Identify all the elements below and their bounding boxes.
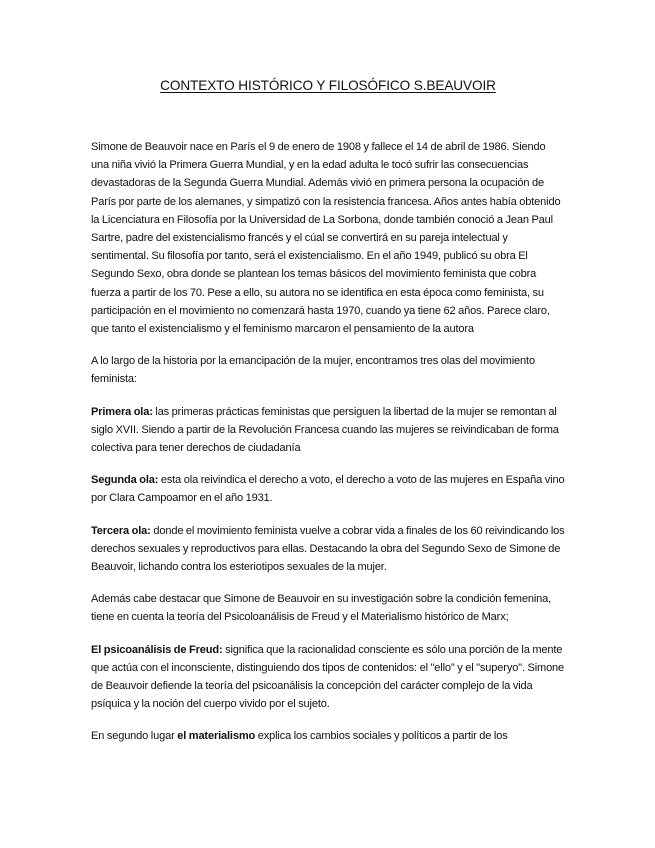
paragraph-waves-intro: A lo largo de la historia por la emancipación de la mujer, encontramos tres olas del movimiento feminista: xyxy=(91,355,535,386)
paragraph-intro: Simone de Beauvoir nace en París el 9 de enero de 1908 y fallece el 14 de abril de 1986. Siendo una niña vivió la Primera Guerra Mundial, y en la edad adulta le tocó sufrir las consecuencias devastadoras de la Segunda Guerra Mundial. Además vivió en primera persona la ocupación de París por parte de los alemanes, y simpatizó con la resistencia francesa. Años antes había obtenido la Licenciatura en Filosofía por la Universidad de La Sorbona, donde también conoció a Jean Paul Sartre, padre del existencialismo francés y el cúal se convertirá en su pareja intelectual y sentimental. Su filosofía por tanto, será el existencialismo. En el año 1949, publicó su obra El Segundo Sexo, obra donde se plantean los temas básicos del movimiento feminista que cobra fuerza a partir de los 70. Pese a ello, su autora no se identifica en esta época como feminista, su participación en el movimiento no comenzará hasta 1970, cuando ya tiene 62 años. Parece claro, que tanto el existencialismo y el feminismo marcaron el pensamiento de la autora xyxy=(91,141,561,336)
document-body xyxy=(91,138,565,746)
materialism-label: el materialismo xyxy=(177,730,256,743)
first-wave-label: Primera ola: xyxy=(91,405,153,418)
paragraph-influences: Además cabe destacar que Simone de Beauvoir en su investigación sobre la condición femenina, tiene en cuenta la teoría del Psicoloanálisis de Freud y el Materialismo histórico de Marx; xyxy=(91,593,552,624)
psychoanalysis-label: El psicoanálisis de Freud: xyxy=(91,643,223,656)
paragraph-materialism: En segundo lugar el materialismo explica los cambios sociales y políticos a partir de los xyxy=(91,730,508,743)
document-title: CONTEXTO HISTÓRICO Y FILOSÓFICO S.BEAUVOIR xyxy=(160,78,496,93)
paragraph-psychoanalysis: El psicoanálisis de Freud: significa que la racionalidad consciente es sólo una porción de la mente que actúa con el inconsciente, distinguiendo dos tipos de contenidos: el "ello" y el "superyo". Simone de Beauvoir defiende la teoría del psicoanálisis la concepción del carácter complejo de la vida psíquica y la noción del cuerpo vivido por el sujeto. xyxy=(91,643,565,711)
paragraph-first-wave: Primera ola: las primeras prácticas feministas que persiguen la libertad de la mujer se remontan al siglo XVII. Siendo a partir de la Revolución Francesa cuando las mujeres se reivindicaban de forma colectiva para tener derechos de ciudadanía xyxy=(91,405,559,455)
paragraph-third-wave: Tercera ola: donde el movimiento feminista vuelve a cobrar vida a finales de los 60 reivindicando los derechos sexuales y reproductivos para ellas. Destacando la obra del Segundo Sexo de Simone de Beauvoir, lichando contra los esteriotipos sexuales de la mujer. xyxy=(91,524,565,574)
second-wave-label: Segunda ola: xyxy=(91,474,159,487)
third-wave-label: Tercera ola: xyxy=(91,524,151,537)
paragraph-second-wave: Segunda ola: esta ola reivindica el derecho a voto, el derecho a voto de las mujeres en España vino por Clara Campoamor en el año 1931. xyxy=(91,474,565,505)
